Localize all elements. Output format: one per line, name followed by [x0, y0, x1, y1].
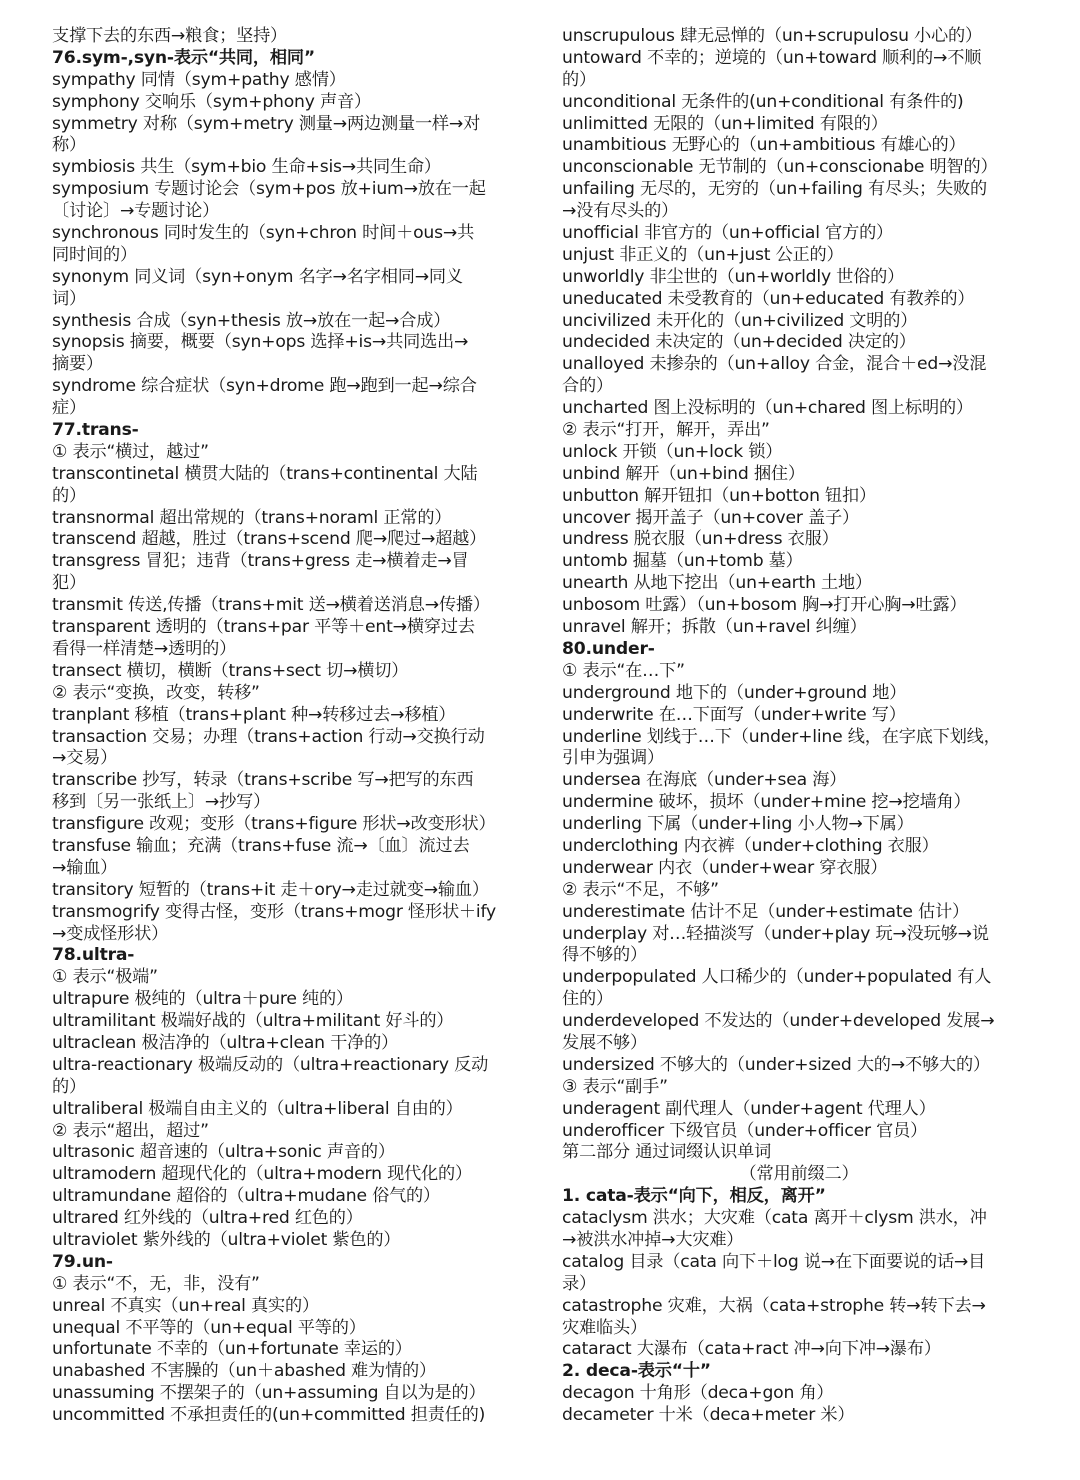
text-line: uncivilized 未开化的（un+civilized 文明的）: [562, 310, 918, 331]
text-line: transcend 超越，胜过（trans+scend 爬→爬过→超越）: [52, 529, 487, 550]
text-line: symphony 交响乐（sym+phony 声音）: [52, 91, 371, 112]
text-line: 支撑下去的东西→粮食；坚持）: [52, 26, 288, 46]
text-line: synopsis 摘要，概要（syn+ops 选择+is→共同选出→: [52, 332, 469, 353]
text-line: unofficial 非官方的（un+official 官方的）: [562, 223, 894, 244]
text-line: synchronous 同时发生的（syn+chron 时间＋ous→共: [52, 223, 475, 244]
text-line: ultra-reactionary 极端反动的（ultra+reactionary 反动: [52, 1054, 489, 1075]
section-heading: 1. cata-表示“向下，相反，离开”: [562, 1186, 826, 1207]
text-line: ② 表示“不足，不够”: [562, 879, 719, 900]
text-line: undersized 不够大的（under+sized 大的→不够大的）: [562, 1054, 990, 1075]
text-line: 住的）: [562, 989, 613, 1010]
text-line: cataclysm 洪水；大灾难（cata 离开＋clysm 洪水，冲: [562, 1208, 987, 1229]
text-line: unworldly 非尘世的（un+worldly 世俗的）: [562, 266, 905, 287]
text-line: underling 下属（under+ling 小人物→下属）: [562, 814, 914, 835]
text-line: unequal 不平等的（un+equal 平等的）: [52, 1317, 366, 1338]
text-line: undecided 未决定的（un+decided 决定的）: [562, 332, 916, 353]
text-line: underagent 副代理人（under+agent 代理人）: [562, 1098, 936, 1119]
text-line: cataract 大瀑布（cata+ract 冲→向下冲→瀑布）: [562, 1339, 941, 1360]
text-line: ② 表示“超出，超过”: [52, 1120, 209, 1141]
text-line: transmogrify 变得古怪，变形（trans+mogr 怪形状＋ify: [52, 901, 497, 922]
text-line: ultrapure 极纯的（ultra＋pure 纯的）: [52, 989, 353, 1010]
text-line: 第二部分 通过词缀认识单词: [562, 1142, 772, 1163]
text-line: ultramilitant 极端好战的（ultra+militant 好斗的）: [52, 1011, 454, 1032]
text-line: undermine 破坏，损坏（under+mine 挖→挖墙角）: [562, 792, 971, 813]
text-line: 的）: [52, 1076, 86, 1097]
text-line: transmit 传送,传播（trans+mit 送→横着送消息→传播）: [52, 595, 490, 616]
text-line: symbiosis 共生（sym+bio 生命+sis→共同生命）: [52, 157, 441, 178]
text-line: underwear 内衣（under+wear 穿衣服）: [562, 857, 888, 878]
text-line: transect 横切，横断（trans+sect 切→横切）: [52, 660, 409, 681]
text-line: →交易）: [52, 748, 118, 769]
text-line: underofficer 下级官员（under+officer 官员）: [562, 1120, 928, 1141]
text-line: unearth 从地下挖出（un+earth 土地）: [562, 573, 873, 594]
text-line: 词）: [52, 288, 86, 309]
text-line: 〔讨论〕→专题讨论）: [52, 201, 220, 222]
text-line: ② 表示“变换，改变，转移”: [52, 682, 260, 703]
section-heading: 79.un-: [52, 1251, 113, 1272]
text-line: decagon 十角形（deca+gon 角）: [562, 1383, 834, 1404]
section-heading: 2. deca-表示“十”: [562, 1361, 711, 1382]
text-line: ultraviolet 紫外线的（ultra+violet 紫色的）: [52, 1229, 401, 1250]
text-line: unbutton 解开钮扣（un+botton 钮扣）: [562, 485, 877, 506]
text-line: uncover 揭开盖子（un+cover 盖子）: [562, 507, 859, 528]
text-line: undress 脱衣服（un+dress 衣服）: [562, 529, 839, 550]
text-line: unfortunate 不幸的（un+fortunate 幸运的）: [52, 1339, 412, 1360]
left-column: [52, 26, 526, 1480]
text-line: 的）: [52, 485, 86, 506]
section-heading: 76.sym-,syn-表示“共同，相同”: [52, 47, 315, 68]
section-heading: 80.under-: [562, 638, 655, 659]
text-line: transparent 透明的（trans+par 平等＋ent→横穿过去: [52, 617, 475, 638]
text-line: 犯）: [52, 573, 86, 594]
text-line: ② 表示“打开，解开，弄出”: [562, 420, 770, 441]
text-line: 同时间的）: [52, 244, 137, 265]
text-line: 引申为强调）: [562, 748, 664, 769]
text-line: unconscionable 无节制的（un+conscionabe 明智的）: [562, 157, 998, 178]
text-line: underline 划线于…下（under+line 线，在字底下划线，: [562, 726, 1001, 747]
text-line: 的）: [562, 69, 596, 90]
text-line: synthesis 合成（syn+thesis 放→放在一起→合成）: [52, 310, 451, 331]
text-line: ultramundane 超俗的（ultra+mudane 俗气的）: [52, 1186, 441, 1207]
text-line: ultramodern 超现代化的（ultra+modern 现代化的）: [52, 1164, 473, 1185]
text-line: unbind 解开（un+bind 捆住）: [562, 463, 805, 484]
text-line: transgress 冒犯；违背（trans+gress 走→横着走→冒: [52, 551, 469, 572]
text-line: unambitious 无野心的（un+ambitious 有雄心的）: [562, 135, 966, 156]
text-line: unscrupulous 肆无忌惮的（un+scrupulosu 小心的）: [562, 26, 982, 46]
text-line: ultraclean 极洁净的（ultra+clean 干净的）: [52, 1032, 399, 1053]
text-line: undersea 在海底（under+sea 海）: [562, 770, 847, 791]
text-line: decameter 十米（deca+meter 米）: [562, 1405, 855, 1426]
text-line: tranplant 移植（trans+plant 种→转移过去→移植）: [52, 704, 456, 725]
text-line: unlock 开锁（un+lock 锁）: [562, 441, 783, 462]
text-line: unalloyed 未掺杂的（un+alloy 合金，混合＋ed→没混: [562, 354, 987, 375]
text-line: unreal 不真实（un+real 真实的）: [52, 1295, 319, 1316]
text-line: catalog 目录（cata 向下＋log 说→在下面要说的话→目: [562, 1251, 986, 1272]
text-line: ① 表示“不，无，非，没有”: [52, 1273, 260, 1294]
text-line: unabashed 不害臊的（un＋abashed 难为情的）: [52, 1361, 436, 1382]
text-line: uncharted 图上没标明的（un+chared 图上标明的）: [562, 398, 973, 419]
text-line: 发展不够）: [562, 1032, 647, 1053]
text-line: 症）: [52, 398, 86, 419]
text-line: ultrared 红外线的（ultra+red 红色的）: [52, 1208, 363, 1229]
text-line: unjust 非正义的（un+just 公正的）: [562, 244, 844, 265]
text-line: catastrophe 灾难，大祸（cata+strophe 转→转下去→: [562, 1295, 986, 1316]
text-line: synonym 同义词（syn+onym 名字→名字相同→同义: [52, 266, 463, 287]
text-line: →变成怪形状）: [52, 923, 169, 944]
text-line: unconditional 无条件的(un+conditional 有条件的): [562, 91, 964, 112]
text-line: underground 地下的（under+ground 地）: [562, 682, 907, 703]
text-line: unfailing 无尽的，无穷的（un+failing 有尽头；失败的: [562, 179, 987, 200]
text-line: underwrite 在…下面写（under+write 写）: [562, 704, 906, 725]
text-line: ultraliberal 极端自由主义的（ultra+liberal 自由的）: [52, 1098, 463, 1119]
text-line: →输血）: [52, 857, 118, 878]
text-line: transaction 交易；办理（trans+action 行动→交换行动: [52, 726, 485, 747]
text-line: ③ 表示“副手”: [562, 1076, 668, 1097]
section-heading: 78.ultra-: [52, 945, 135, 966]
text-line: transitory 短暂的（trans+it 走＋ory→走过就变→输血）: [52, 879, 489, 900]
text-line: →没有尽头的）: [562, 201, 679, 222]
text-line: 合的）: [562, 376, 613, 397]
text-line: ① 表示“在…下”: [562, 660, 685, 681]
text-line: unbosom 吐露）（un+bosom 胸→打开心胸→吐露）: [562, 595, 967, 616]
text-line: transnormal 超出常规的（trans+noraml 正常的）: [52, 507, 452, 528]
text-line: underclothing 内衣裤（under+clothing 衣服）: [562, 835, 939, 856]
text-line: untoward 不幸的；逆境的（un+toward 顺利的→不顺: [562, 47, 982, 68]
text-line: ① 表示“横过，越过”: [52, 441, 209, 462]
section-heading: 77.trans-: [52, 420, 139, 441]
text-line: 得不够的）: [562, 945, 647, 966]
text-line: syndrome 综合症状（syn+drome 跑→跑到一起→综合: [52, 376, 477, 397]
text-line: 灾难临头）: [562, 1317, 647, 1338]
text-line: unravel 解开；拆散（un+ravel 纠缠）: [562, 617, 867, 638]
text-line: underestimate 估计不足（under+estimate 估计）: [562, 901, 969, 922]
text-line: sympathy 同情（sym+pathy 感情）: [52, 69, 346, 90]
text-line: 摘要）: [52, 354, 103, 375]
text-line: uneducated 未受教育的（un+educated 有教养的）: [562, 288, 975, 309]
text-line: unlimitted 无限的（un+limited 有限的）: [562, 113, 888, 134]
text-line: transcribe 抄写，转录（trans+scribe 写→把写的东西: [52, 770, 474, 791]
text-line: transfuse 输血；充满（trans+fuse 流→〔血〕流过去: [52, 835, 470, 856]
right-column: [562, 26, 1036, 1480]
text-line: ① 表示“极端”: [52, 967, 158, 988]
text-line: 录）: [562, 1273, 596, 1294]
text-line: ultrasonic 超音速的（ultra+sonic 声音的）: [52, 1142, 395, 1163]
text-line: underplay 对…轻描淡写（under+play 玩→没玩够→说: [562, 923, 989, 944]
text-line: symposium 专题讨论会（sym+pos 放+ium→放在一起: [52, 179, 486, 200]
text-line: underdeveloped 不发达的（under+developed 发展→: [562, 1011, 995, 1032]
text-line: →被洪水冲掉→大灾难）: [562, 1229, 744, 1250]
text-line: transfigure 改观；变形（trans+figure 形状→改变形状）: [52, 814, 496, 835]
text-line: 看得一样清楚→透明的）: [52, 638, 237, 659]
text-line: 移到〔另一张纸上〕→抄写）: [52, 792, 271, 813]
text-line: uncommitted 不承担责任的(un+committed 担责任的): [52, 1405, 486, 1426]
text-line: 称）: [52, 135, 86, 156]
text-line: untomb 掘墓（un+tomb 墓）: [562, 551, 803, 572]
text-line: underpopulated 人口稀少的（under+populated 有人: [562, 967, 992, 988]
text-line: unassuming 不摆架子的（un+assuming 自以为是的）: [52, 1383, 486, 1404]
text-line: symmetry 对称（sym+metry 测量→两边测量一样→对: [52, 113, 481, 134]
text-line: transcontinetal 横贯大陆的（trans+continental 大陆: [52, 463, 478, 484]
text-line: （常用前缀二）: [739, 1164, 859, 1185]
